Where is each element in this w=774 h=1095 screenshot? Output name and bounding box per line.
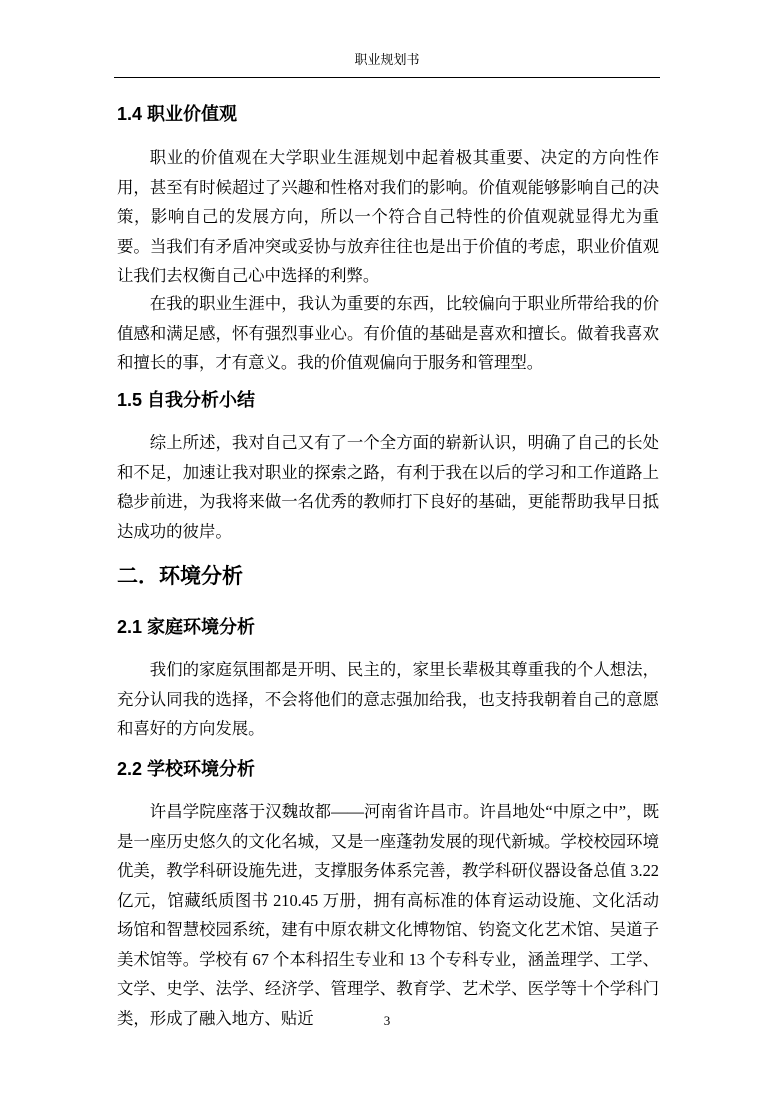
paragraph-summary: 综上所述，我对自己又有了一个全方面的崭新认识，明确了自己的长处和不足，加速让我对职业的探索之路，有利于我在以后的学习和工作道路上稳步前进，为我将来做一名优秀的教师打下良好的基础，更能帮助我早日抵达成功的彼岸。 xyxy=(117,433,659,541)
header-rule xyxy=(114,77,660,78)
chapter-heading-2: 二．环境分析 xyxy=(117,565,243,588)
paragraph-values-1: 职业的价值观在大学职业生涯规划中起着极其重要、决定的方向性作用，甚至有时候超过了兴趣和性格对我们的影响。价值观能够影响自己的决策，影响自己的发展方向，所以一个符合自己特性的价值观就显得尤为重要。当我们有矛盾冲突或妥协与放弃往往也是出于价值的考虑，职业价值观让我们去权衡自己心中选择的利弊。 xyxy=(117,148,659,285)
section-heading-1-4: 1.4 职业价值观 xyxy=(117,104,238,124)
section-heading-2-1: 2.1 家庭环境分析 xyxy=(117,617,256,637)
paragraph-school: 许昌学院座落于汉魏故都——河南省许昌市。许昌地处“中原之中”，既是一座历史悠久的文化名城，又是一座蓬勃发展的现代新城。学校校园环境优美，教学科研设施先进，支撑服务体系完善，教学科研仪器设备总值 3.22 亿元，馆藏纸质图书 210.45 万册，拥有高标准的体育运动设施、文化活动场馆和智慧校园系统，建有中原农耕文化博物馆、钧瓷文化艺术馆、吴道子美术馆等。学校有 67 个本科招生专业和 13 个专科专业，涵盖理学、工学、文学、史学、法学、经济学、管理学、教育学、艺术学、医学等十个学科门类，形成了融入地方、贴近 xyxy=(117,802,659,1028)
section-heading-2-2: 2.2 学校环境分析 xyxy=(117,759,256,779)
page-number: 3 xyxy=(383,1013,391,1028)
running-header: 职业规划书 xyxy=(354,52,420,67)
paragraph-family: 我们的家庭氛围都是开明、民主的，家里长辈极其尊重我的个人想法， 充分认同我的选择，不会将他们的意志强加给我，也支持我朝着自己的意愿和喜好的方向发展。 xyxy=(117,660,659,738)
paragraph-values-2: 在我的职业生涯中，我认为重要的东西，比较偏向于职业所带给我的价值感和满足感，怀有强烈事业心。有价值的基础是喜欢和擅长。做着我喜欢和擅长的事，才有意义。我的价值观偏向于服务和管理型。 xyxy=(117,294,659,372)
section-heading-1-5: 1.5 自我分析小结 xyxy=(117,390,256,410)
